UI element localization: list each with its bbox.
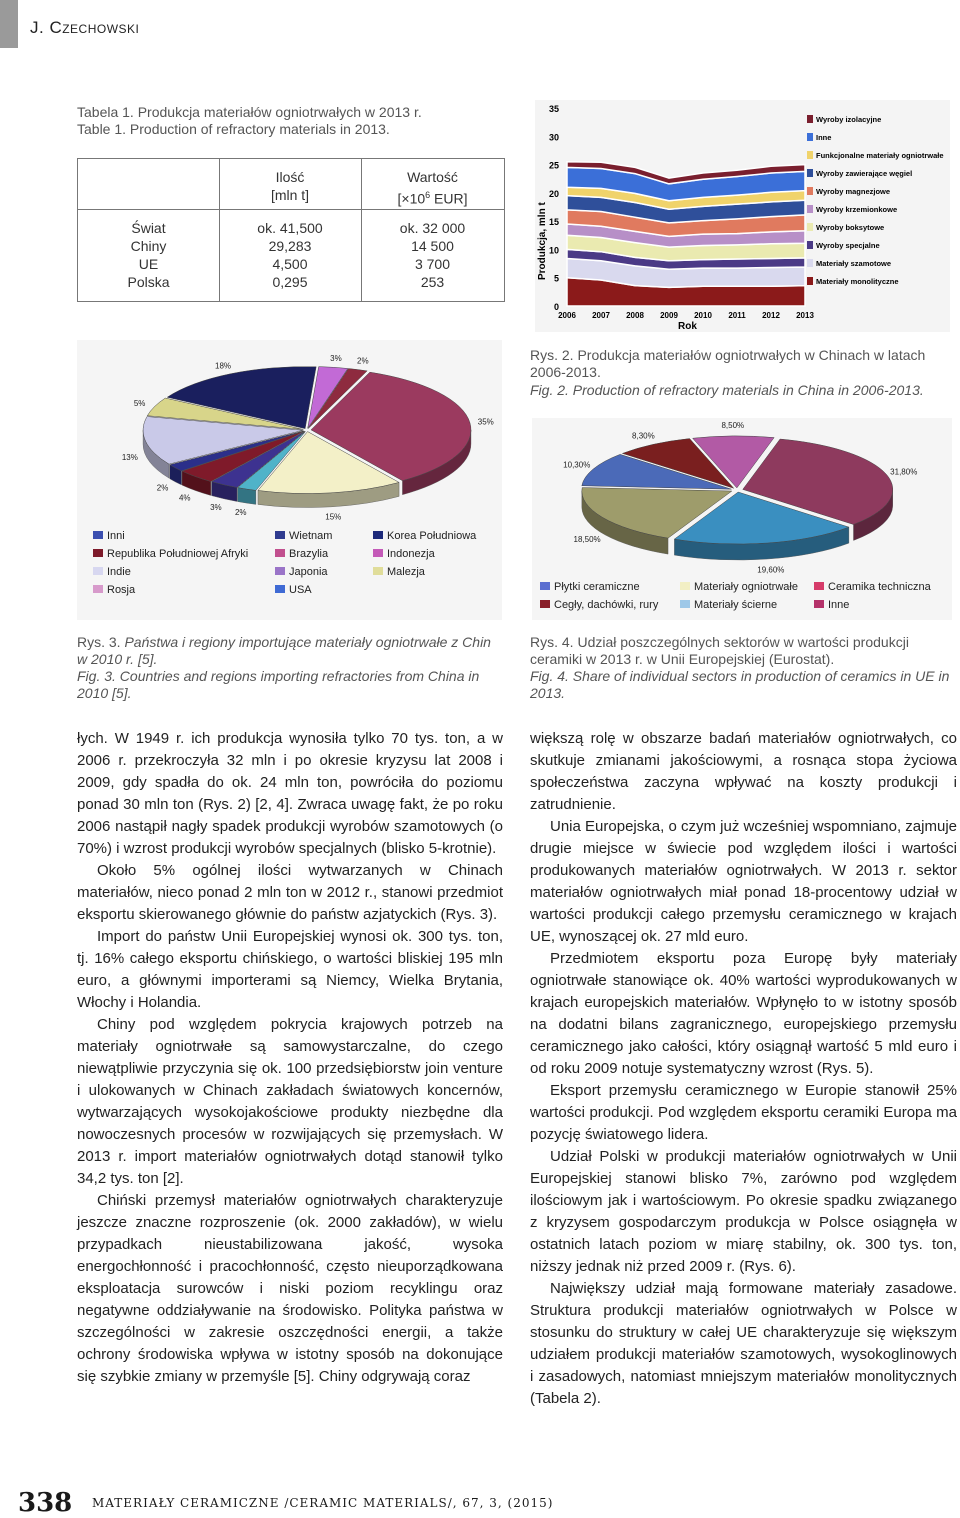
rys2-ylabel: Produkcja, mln t — [537, 202, 548, 280]
rys4-caption: Rys. 4. Udział poszczególnych sektorów w wartości produkcji ceramiki w 2013 r. w Unii Europejskiej (Eurostat). Fig. 4. Share of individual sectors in production of ceramics in UE in 2013. — [530, 634, 950, 701]
running-header: J. Czechowski — [30, 18, 140, 37]
table1-head-qty: Ilość [mln t] — [270, 169, 310, 203]
rys2-ytick: 30 — [548, 132, 559, 143]
rys2-legend-label: Wyroby krzemionkowe — [816, 205, 898, 214]
rys3-legend-swatch — [373, 549, 383, 557]
rys3-slice-label: 5% — [133, 399, 146, 409]
rys2-legend-label: Wyroby izolacyjne — [816, 115, 882, 124]
header-bar — [0, 0, 18, 48]
rys3-legend-swatch — [93, 585, 103, 593]
rys4-legend-label: Cegły, dachówki, rury — [554, 599, 659, 611]
paragraph: Unia Europejska, o czym już wcześniej wspomniano, zajmuje drugie miejsce w świecie pod względem ilości i wartości produkowanych materiałów ogniotrwałych. W 2013 r. sektor materiałów ogniotrwałych miał ponad 18-procentowy udział w wartości produkcji całego przemysłu ceramicznego w krajach UE, wynoszącej ok. 27 mld euro. — [530, 818, 957, 945]
paragraph: łych. W 1949 r. ich produkcja wynosiła tylko 70 tys. ton, a w 2006 r. przekroczyła 32 mln i po okresie kryzysu lat 2008 i 2009, gdy spadła do ok. 24 mln ton, powróciła do poziomu ponad 30 mln ton (Rys. 2) [2, 4]. Zwraca uwagę fakt, że po roku 2006 nastąpił nagły spadek produkcji wyrobów szamotowych (o 70%) i wzrost produkcji wyrobów specjalnych (blisko 5-krotnie). — [77, 730, 503, 857]
rys2-xtick: 2013 — [796, 311, 814, 320]
table1-value-col: ok. 32 000 14 500 3 700 253 — [399, 220, 466, 290]
rys4-legend-swatch — [540, 582, 550, 590]
rys2-ytick: 5 — [553, 273, 559, 284]
rys3-slice-label: 13% — [121, 452, 138, 462]
rys3-legend-label: Inni — [107, 530, 125, 542]
rys3-slice-label: 3% — [210, 503, 222, 513]
rys3-legend-swatch — [275, 549, 285, 557]
rys4-slice-label: 19,60% — [757, 565, 785, 575]
rys2-legend-swatch — [807, 205, 813, 213]
body-column-left — [77, 728, 503, 1388]
rys2-ytick: 10 — [548, 245, 559, 256]
rys2-legend-swatch — [807, 169, 813, 177]
rys2-xtick: 2012 — [762, 311, 780, 320]
rys3-chart — [77, 340, 502, 620]
table1-caption-en: Table 1. Production of refractory materials in 2013. — [77, 121, 390, 137]
rys4-legend-label: Płytki ceramiczne — [554, 581, 640, 593]
rys3-legend-swatch — [93, 549, 103, 557]
rys2-caption-en: Fig. 2. Production of refractory materials in China in 2006-2013. — [530, 382, 924, 398]
rys3-legend-label: Wietnam — [289, 530, 333, 542]
rys4-legend-swatch — [814, 600, 824, 608]
rys3-legend-swatch — [373, 531, 383, 539]
rys3-legend-label: Rosja — [107, 584, 136, 596]
rys4-slice-label: 8,30% — [632, 431, 655, 441]
rys3-slice-label: 15% — [325, 512, 342, 522]
rys2-xtick: 2006 — [558, 311, 576, 320]
rys4-legend-swatch — [680, 600, 690, 608]
rys3-legend-swatch — [275, 567, 285, 575]
paragraph: Chiny pod względem pokrycia krajowych potrzeb na materiały ogniotrwałe są samowystarczalne, do czego niewątpliwie przyczynia się ok. 100 przedsiębiorstw join venture i ulokowanych w Chinach zakładach światowych koncernów, wytwarzających wysokojakościowe produkty niezbędne dla nowoczesnych procesów w rozwijających się przemysłach. W 2013 r. import materiałów ogniotrwałych dotąd stanowił tylko 34,2 tys. ton [2]. — [77, 1016, 503, 1187]
rys2-chart — [535, 100, 950, 332]
rys2-legend-swatch — [807, 151, 813, 159]
rys2-ytick: 15 — [548, 217, 559, 228]
rys2-xlabel: Rok — [678, 321, 697, 332]
rys3-legend-label: Indonezja — [387, 548, 435, 560]
rys2-legend-label: Materiały monolityczne — [816, 277, 899, 286]
rys3-legend-label: USA — [289, 584, 312, 596]
rys3-legend-swatch — [275, 531, 285, 539]
rys3-slice-label: 2% — [156, 483, 169, 493]
rys3-legend-label: Republika Południowej Afryki — [107, 548, 249, 560]
rys2-ytick: 20 — [548, 188, 559, 199]
rys4-legend-label: Materiały ścierne — [694, 599, 778, 611]
rys2-xtick: 2009 — [660, 311, 678, 320]
rys2-legend-label: Wyroby boksytowe — [816, 223, 885, 232]
rys4-chart — [532, 418, 952, 620]
rys4-slice-label: 8,50% — [721, 421, 745, 431]
rys2-ytick: 25 — [548, 160, 559, 171]
rys3-legend-swatch — [93, 567, 103, 575]
rys4-slice-label: 31,80% — [890, 467, 918, 477]
rys2-legend-swatch — [807, 277, 813, 285]
rys2-legend-swatch — [807, 115, 813, 123]
rys2-xtick: 2007 — [592, 311, 610, 320]
rys2-legend-swatch — [807, 187, 813, 195]
rys3-slice-label: 3% — [330, 353, 342, 363]
rys3-legend-label: Japonia — [289, 566, 328, 578]
rys2-legend-swatch — [807, 133, 813, 141]
rys3-slice-label: 4% — [178, 493, 191, 503]
rys2-legend-label: Wyroby specjalne — [816, 241, 880, 250]
rys2-legend-label: Materiały szamotowe — [816, 259, 892, 268]
paragraph: Eksport przemysłu ceramicznego w Europie stanowił 25% wartości produkcji. Pod względem eksportu ceramiki Europa ma pozycję światowego lidera. — [530, 1082, 957, 1143]
rys4-slice-label: 18,50% — [573, 534, 601, 544]
rys2-legend-swatch — [807, 241, 813, 249]
rys4-legend-label: Ceramika techniczna — [828, 581, 931, 593]
paragraph: większą rolę w obszarze badań materiałów ogniotrwałych, co skutkuje zmianami jakościowymi, a rosnąca stopa życiowa społeczeństwa zaczyna wpływać na koszty produkcji i zatrudnienie. — [530, 730, 957, 813]
table1-qty-col: ok. 41,500 29,283 4,500 0,295 — [257, 220, 323, 290]
paragraph: Chiński przemysł materiałów ogniotrwałych charakteryzuje jeszcze znaczne rozproszenie (ok. 2000 zakładów), w wielu przypadkach nieustabilizowana jakość, wysoka energochłonność i pracochłonność, często nieuporządkowana eksploatacja surowców i niski poziom recyklingu oraz negatywne oddziaływanie na środowisko. Polityka państwa w szczególności w zakresie oszczędności energii, a także ochrony środowiska wpływa w istotny sposób na dokonujące się szybkie zmiany w przemyśle [5]. Chiny odgrywają coraz — [77, 1192, 503, 1385]
rys3-legend-label: Brazylia — [289, 548, 329, 560]
rys3-slice-label: 2% — [234, 508, 247, 518]
rys2-legend-label: Wyroby zawierające węgiel — [816, 169, 913, 178]
journal-footer: MATERIAŁY CERAMICZNE /CERAMIC MATERIALS/, 67, 3, (2015) — [92, 1496, 554, 1510]
paragraph: Około 5% ogólnej ilości wytwarzanych w Chinach materiałów, nieco ponad 2 mln ton w 2012 r., stanowi przedmiot eksportu skierowanego głównie do państw azjatyckich (Rys. 3). — [77, 862, 503, 923]
rys3-slice-label: 35% — [477, 417, 494, 427]
rys2-legend-swatch — [807, 259, 813, 267]
table1-head-value: Wartość [$\times 10^6$ EUR] — [397, 169, 468, 207]
rys2-xtick: 2011 — [728, 311, 746, 320]
table1 — [77, 158, 505, 302]
rys4-legend-swatch — [680, 582, 690, 590]
paragraph: Udział Polski w produkcji materiałów ogniotrwałych w Unii Europejskiej stanowi blisko 7%, zarówno pod względem ilościowym jak i wartościowym. Po okresie spadku związanego z kryzysem gospodarczym produkcja w Polsce osiągnęła w ostatnich latach poziom w miarę stabilny, ok. 300 tys. ton, niższy jednak niż przed 2009 r. (Rys. 6). — [530, 1148, 957, 1275]
rys2-legend-label: Wyroby magnezjowe — [816, 187, 891, 196]
rys3-caption: Rys. 3. Państwa i regiony importujące materiały ogniotrwałe z Chin w 2010 r. [5]. Fig. 3. Countries and regions importing refractories from China in 2010 [5]. — [77, 634, 491, 701]
page-number: 338 — [18, 1488, 73, 1518]
paragraph: Przedmiotem eksportu poza Europę były materiały ogniotrwałe stanowiące ok. 40% wartości wyprodukowanych w krajach europejskich materiałów. Wpłynęło to w istotny sposób na dodatni bilans zagranicznego, europejskiego przemysłu ceramicznego jako całości, który osiągnął wartość 5 mld euro i od roku 2009 notuje systematyczny wzrost (Rys. 5). — [530, 950, 957, 1077]
rys2-ytick: 35 — [548, 104, 559, 114]
rys3-legend-label: Indie — [107, 566, 131, 578]
rys4-legend-swatch — [814, 582, 824, 590]
table1-caption-pl: Tabela 1. Produkcja materiałów ogniotrwałych w 2013 r. — [77, 104, 422, 120]
rys3-slice-label: 18% — [215, 361, 232, 371]
rys2-legend-label: Inne — [816, 133, 832, 142]
rys2-legend-label: Funkcjonalne materiały ogniotrwałe — [816, 151, 944, 160]
rys3-legend-swatch — [373, 567, 383, 575]
rys4-legend-label: Materiały ogniotrwałe — [694, 581, 798, 593]
rys2-xtick: 2008 — [626, 311, 644, 320]
body-column-right — [530, 728, 957, 1410]
rys2-ytick: 0 — [553, 302, 559, 312]
table1-region-col: Świat Chiny UE Polska — [127, 220, 170, 290]
rys4-legend-swatch — [540, 600, 550, 608]
paragraph: Import do państw Unii Europejskiej wynosi ok. 300 tys. ton, tj. 16% całego eksportu chińskiego, o wartości bliskiej 195 mln euro, a głównymi importerami są Niemcy, Wielka Brytania, Włochy i Holandia. — [77, 928, 503, 1011]
rys4-legend-label: Inne — [828, 599, 850, 611]
rys3-legend-label: Korea Południowa — [387, 530, 477, 542]
rys2-caption-pl: Rys. 2. Produkcja materiałów ogniotrwałych w Chinach w latach 2006-2013. — [530, 347, 926, 380]
rys2-legend-swatch — [807, 223, 813, 231]
rys3-legend-swatch — [275, 585, 285, 593]
rys4-slice-label: 10,30% — [563, 460, 591, 470]
rys3-legend-swatch — [93, 531, 103, 539]
rys3-legend-label: Malezja — [387, 566, 425, 578]
paragraph: Największy udział mają formowane materiały zasadowe. Struktura produkcji materiałów ogniotrwałych w Polsce w stosunku do struktury w całej UE charakteryzuje się większym udziałem produkcji materiałów szamotowych, wysokoglinowych i zasadowych, natomiast mniejszym materiałów monolitycznych (Tabela 2). — [530, 1280, 957, 1407]
rys2-xtick: 2010 — [694, 311, 712, 320]
rys3-slice-label: 2% — [357, 356, 369, 366]
